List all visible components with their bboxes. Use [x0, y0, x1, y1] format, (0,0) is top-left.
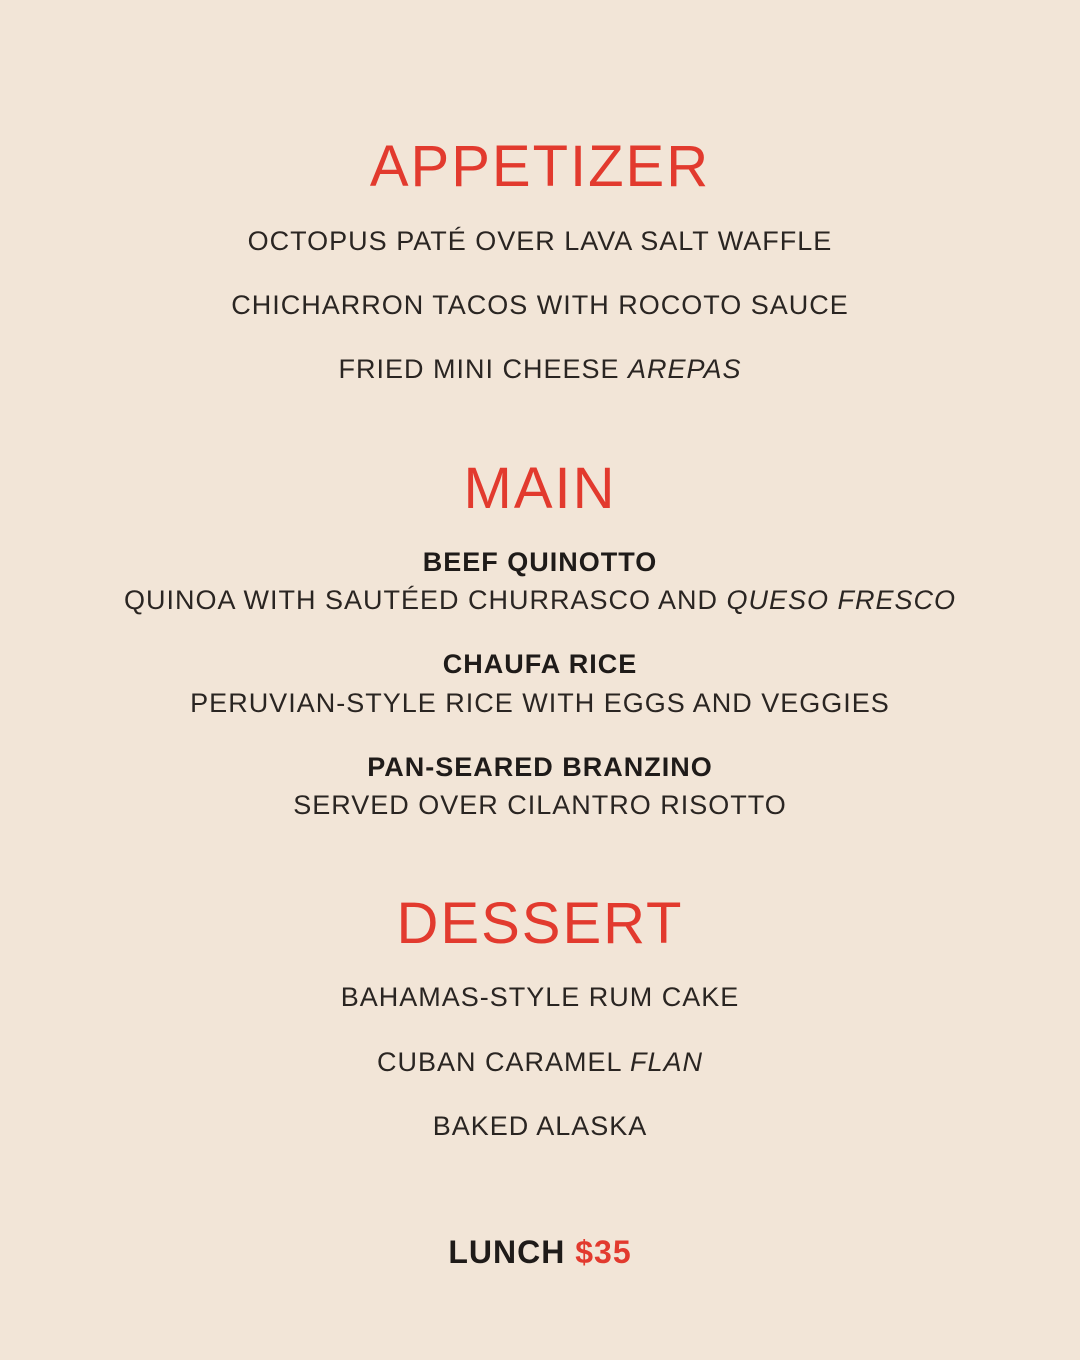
appetizer-item-text: CHICHARRON TACOS WITH ROCOTO SAUCE — [231, 290, 849, 320]
main-item-description-text: QUINOA WITH SAUTÉED CHURRASCO AND — [123, 585, 727, 615]
dessert-item-text: BAHAMAS-STYLE RUM CAKE — [340, 982, 740, 1012]
main-item-description-text: SERVED OVER CILANTRO RISOTTO — [293, 790, 787, 820]
main-item-description — [0, 690, 1080, 717]
dessert-item-text: CUBAN CARAMEL — [376, 1047, 630, 1077]
main-item-description-text: PERUVIAN-STYLE RICE WITH EGGS AND VEGGIES — [190, 688, 890, 718]
dessert-item — [0, 1113, 1080, 1140]
dessert-item — [0, 1049, 1080, 1076]
appetizer-item — [0, 292, 1080, 319]
main-item-description — [0, 792, 1080, 819]
lunch-price: $35 — [575, 1234, 632, 1270]
lunch-price-line — [0, 1236, 1080, 1268]
main-item-description-italic: QUESO FRESCO — [726, 585, 957, 615]
lunch-label: LUNCH — [448, 1234, 566, 1270]
appetizer-heading: APPETIZER — [369, 134, 711, 199]
dessert-heading: DESSERT — [396, 891, 684, 956]
main-item-description — [0, 587, 1080, 614]
appetizer-item — [0, 356, 1080, 383]
main-item-name: CHAUFA RICE — [442, 649, 638, 679]
dessert-item — [0, 984, 1080, 1011]
appetizer-item-italic: AREPAS — [627, 354, 742, 384]
appetizer-item-text: OCTOPUS PATÉ OVER LAVA SALT WAFFLE — [247, 226, 833, 256]
appetizer-item — [0, 228, 1080, 255]
main-item-name: BEEF QUINOTTO — [422, 547, 658, 577]
main-heading: MAIN — [463, 456, 617, 521]
dessert-item-italic: FLAN — [630, 1047, 704, 1077]
appetizer-item-text: FRIED MINI CHEESE — [338, 354, 628, 384]
main-item-name: PAN-SEARED BRANZINO — [367, 752, 713, 782]
dessert-item-text: BAKED ALASKA — [432, 1111, 648, 1141]
